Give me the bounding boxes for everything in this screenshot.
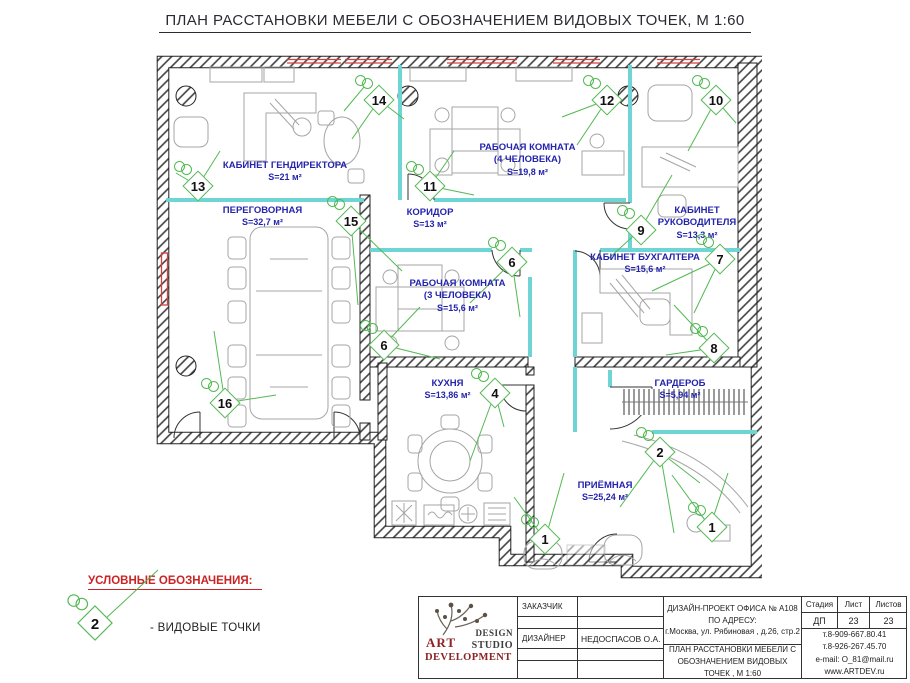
designer-value: НЕДОСПАСОВ О.А.: [578, 629, 663, 649]
viewpoint-2: 2: [645, 437, 675, 467]
camera-icon: [688, 502, 708, 516]
logo: DESIGN ART STUDIO DEVELOPMENT: [419, 597, 518, 678]
camera-icon: [471, 368, 491, 382]
room-label-workroom4: РАБОЧАЯ КОМНАТА (4 ЧЕЛОВЕКА) S=19,8 м²: [479, 142, 576, 177]
camera-icon: [355, 75, 375, 89]
camera-icon: [174, 161, 194, 175]
camera-icon: [521, 514, 541, 528]
room-label-priyemnaya: ПРИЁМНАЯ S=25,24 м²: [577, 480, 633, 503]
title-block: [418, 596, 907, 679]
viewpoint-15: 15: [336, 206, 366, 236]
camera-icon: [696, 234, 716, 248]
viewpoint-14: 14: [364, 85, 394, 115]
viewpoint-11: 11: [415, 171, 445, 201]
sheet-label: Лист: [837, 597, 869, 613]
viewpoint-12: 12: [592, 85, 622, 115]
page-title: ПЛАН РАССТАНОВКИ МЕБЕЛИ С ОБОЗНАЧЕНИЕМ ВИДОВЫХ ТОЧЕК, М 1:60: [0, 12, 910, 33]
designer-label: ДИЗАЙНЕР: [518, 629, 578, 649]
viewpoint-6-upper: 6: [497, 247, 527, 277]
room-label-rukovoditel: КАБИНЕТ РУКОВОДИТЕЛЯ S=13,3 м²: [657, 205, 737, 240]
room-label-gendirector: КАБИНЕТ ГЕНДИРЕКТОРА S=21 м²: [222, 160, 348, 183]
camera-icon: [636, 427, 656, 441]
room-label-garderob: ГАРДЕРОБ S=5,94 м²: [654, 378, 706, 401]
drawing-title: ПЛАН РАССТАНОВКИ МЕБЕЛИ С ОБОЗНАЧЕНИЕМ ВИДОВЫХ ТОЧЕК , М 1:60: [663, 645, 801, 678]
legend-title: УСЛОВНЫЕ ОБОЗНАЧЕНИЯ:: [88, 575, 262, 590]
title-block-table: [518, 597, 906, 678]
stage-label: Стадия: [801, 597, 837, 613]
camera-icon: [583, 75, 603, 89]
camera-icon: [617, 205, 637, 219]
project-info: ДИЗАЙН-ПРОЕКТ ОФИСА № А108 ПО АДРЕСУ: г.Москва, ул. Рябиновая , д.26, стр.2: [663, 597, 801, 645]
viewpoint-1-right: 1: [697, 512, 727, 542]
viewpoint-13: 13: [183, 171, 213, 201]
camera-icon: [406, 161, 426, 175]
email: e-mail: O_81@mail.ru: [815, 654, 894, 664]
sheets-value: 23: [869, 613, 907, 629]
customer-label: ЗАКАЗЧИК: [518, 597, 578, 617]
phone-2: т.8-926-267.45.70: [822, 642, 887, 652]
camera-icon: [327, 196, 347, 210]
viewpoint-16: 16: [210, 388, 240, 418]
customer-value: [578, 597, 663, 617]
camera-icon: [201, 378, 221, 392]
website: www.ARTDEV.ru: [824, 666, 885, 676]
room-label-kuhnya: КУХНЯ S=13,86 м²: [424, 378, 471, 401]
camera-icon: [488, 237, 508, 251]
viewpoint-4: 4: [480, 378, 510, 408]
legend-item-label: - ВИДОВЫЕ ТОЧКИ: [150, 622, 261, 634]
room-label-workroom3: РАБОЧАЯ КОМНАТА (3 ЧЕЛОВЕКА) S=15,6 м²: [409, 278, 506, 313]
room-label-peregovornaya: ПЕРЕГОВОРНАЯ S=32,7 м²: [222, 205, 303, 228]
viewpoint-1-left: 1: [530, 524, 560, 554]
viewpoint-6-lower: 6: [369, 330, 399, 360]
sheets-label: Листов: [869, 597, 907, 613]
legend-viewpoint-sample: 2: [78, 606, 113, 641]
viewpoint-8: 8: [699, 333, 729, 363]
viewpoint-7: 7: [705, 244, 735, 274]
camera-icon: [690, 323, 710, 337]
camera-icon: [692, 75, 712, 89]
phone-1: т.8-909-667.80.41: [822, 629, 887, 639]
room-label-buhgalter: КАБИНЕТ БУХГАЛТЕРА S=15,6 м²: [590, 252, 700, 275]
room-label-koridor: КОРИДОР S=13 м²: [406, 207, 454, 230]
viewpoint-9: 9: [626, 215, 656, 245]
sheet-value: 23: [837, 613, 869, 629]
camera-icon: [360, 320, 380, 334]
camera-icon: [67, 594, 90, 610]
contacts: [801, 629, 907, 678]
floor-plan-drawing: [152, 55, 762, 580]
viewpoint-10: 10: [701, 85, 731, 115]
stage-value: ДП: [801, 613, 837, 629]
